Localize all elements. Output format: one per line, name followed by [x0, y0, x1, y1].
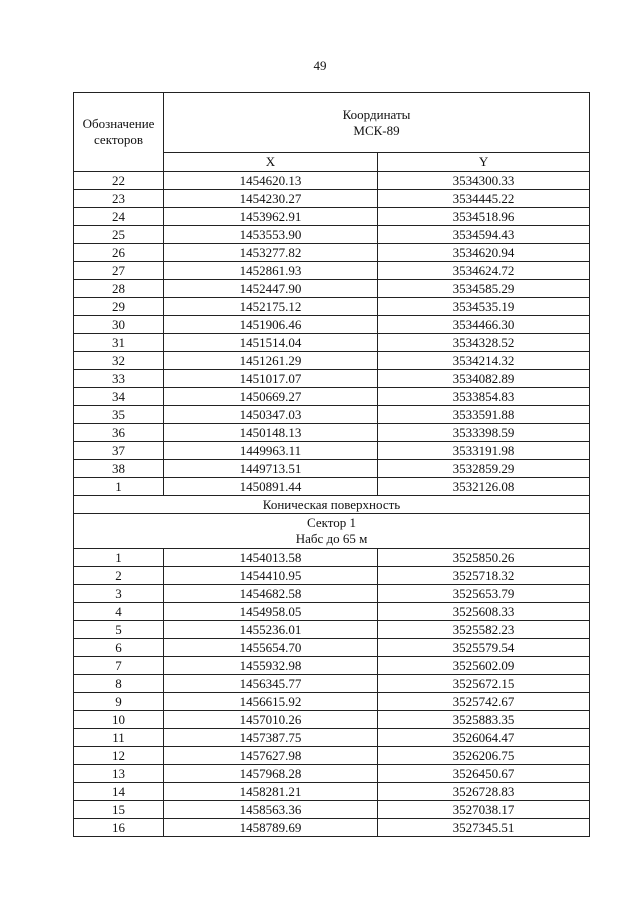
- y-coordinate-cell: 3525579.54: [378, 639, 590, 657]
- y-coordinate-cell: 3533398.59: [378, 424, 590, 442]
- x-coordinate-cell: 1452861.93: [164, 262, 378, 280]
- y-coordinate-cell: 3534082.89: [378, 370, 590, 388]
- table-row: [74, 208, 590, 226]
- sector-id-cell: 1: [74, 549, 164, 567]
- sector-header-line2: секторов: [94, 132, 143, 147]
- x-coordinate-cell: 1457387.75: [164, 729, 378, 747]
- x-coordinate-cell: 1450148.13: [164, 424, 378, 442]
- table-row: [74, 729, 590, 747]
- x-coordinate-cell: 1458789.69: [164, 819, 378, 837]
- table-row: [74, 190, 590, 208]
- y-coordinate-cell: 3534466.30: [378, 316, 590, 334]
- x-coordinate-cell: 1450891.44: [164, 478, 378, 496]
- subsection-sector: Сектор 1: [307, 515, 357, 530]
- coordinates-title: Координаты: [342, 107, 411, 123]
- x-coordinate-cell: 1451017.07: [164, 370, 378, 388]
- table-row: [74, 567, 590, 585]
- x-coordinate-cell: 1452447.90: [164, 280, 378, 298]
- x-coordinate-cell: 1451261.29: [164, 352, 378, 370]
- x-coordinate-cell: 1453277.82: [164, 244, 378, 262]
- y-coordinate-cell: 3525850.26: [378, 549, 590, 567]
- table-row: [74, 621, 590, 639]
- y-coordinate-cell: 3532859.29: [378, 460, 590, 478]
- x-coordinate-cell: 1455654.70: [164, 639, 378, 657]
- y-coordinate-cell: 3532126.08: [378, 478, 590, 496]
- table-body-part2: [74, 549, 590, 837]
- sector-id-cell: 30: [74, 316, 164, 334]
- sector-header-line1: Обозначение: [82, 116, 155, 131]
- x-coordinate-cell: 1452175.12: [164, 298, 378, 316]
- table-section: [74, 496, 590, 549]
- section-row: [74, 496, 590, 514]
- y-coordinate-cell: 3525672.15: [378, 675, 590, 693]
- y-coordinate-cell: 3525608.33: [378, 603, 590, 621]
- y-coordinate-cell: 3534594.43: [378, 226, 590, 244]
- x-coordinate-cell: 1454410.95: [164, 567, 378, 585]
- sector-id-cell: 25: [74, 226, 164, 244]
- x-coordinate-cell: 1454013.58: [164, 549, 378, 567]
- sector-id-cell: 32: [74, 352, 164, 370]
- sector-id-cell: 9: [74, 693, 164, 711]
- y-coordinate-cell: 3534620.94: [378, 244, 590, 262]
- y-coordinate-cell: 3534518.96: [378, 208, 590, 226]
- sector-id-cell: 4: [74, 603, 164, 621]
- sector-id-cell: 11: [74, 729, 164, 747]
- table-row: [74, 244, 590, 262]
- y-coordinate-cell: 3526450.67: [378, 765, 590, 783]
- y-coordinate-cell: 3533854.83: [378, 388, 590, 406]
- y-coordinate-cell: 3526206.75: [378, 747, 590, 765]
- y-coordinate-cell: 3527038.17: [378, 801, 590, 819]
- x-coordinate-cell: 1454620.13: [164, 172, 378, 190]
- y-column-header: Y: [378, 152, 590, 171]
- table-row: [74, 388, 590, 406]
- sector-id-cell: 10: [74, 711, 164, 729]
- x-coordinate-cell: 1450347.03: [164, 406, 378, 424]
- table-row: [74, 226, 590, 244]
- table-row: [74, 424, 590, 442]
- table-row: [74, 585, 590, 603]
- table-row: [74, 693, 590, 711]
- sector-id-cell: 33: [74, 370, 164, 388]
- table-row: [74, 478, 590, 496]
- x-coordinate-cell: 1451514.04: [164, 334, 378, 352]
- x-coordinate-cell: 1458281.21: [164, 783, 378, 801]
- x-coordinate-cell: 1449963.11: [164, 442, 378, 460]
- y-coordinate-cell: 3533191.98: [378, 442, 590, 460]
- table-row: [74, 334, 590, 352]
- y-coordinate-cell: 3534328.52: [378, 334, 590, 352]
- sector-id-cell: 22: [74, 172, 164, 190]
- sector-id-cell: 26: [74, 244, 164, 262]
- table-row: [74, 460, 590, 478]
- sector-id-cell: 38: [74, 460, 164, 478]
- y-coordinate-cell: 3534214.32: [378, 352, 590, 370]
- x-coordinate-cell: 1449713.51: [164, 460, 378, 478]
- sector-id-cell: 14: [74, 783, 164, 801]
- x-column-header: X: [164, 152, 378, 171]
- table-row: [74, 172, 590, 190]
- y-coordinate-cell: 3533591.88: [378, 406, 590, 424]
- x-coordinate-cell: 1451906.46: [164, 316, 378, 334]
- coordinates-table: [73, 92, 590, 837]
- y-coordinate-cell: 3526064.47: [378, 729, 590, 747]
- y-coordinate-cell: 3525582.23: [378, 621, 590, 639]
- x-coordinate-cell: 1454230.27: [164, 190, 378, 208]
- x-coordinate-cell: 1450669.27: [164, 388, 378, 406]
- sector-id-cell: 7: [74, 657, 164, 675]
- x-coordinate-cell: 1457010.26: [164, 711, 378, 729]
- sector-id-cell: 23: [74, 190, 164, 208]
- table-row: [74, 406, 590, 424]
- x-coordinate-cell: 1457627.98: [164, 747, 378, 765]
- y-coordinate-cell: 3525742.67: [378, 693, 590, 711]
- x-coordinate-cell: 1455236.01: [164, 621, 378, 639]
- table-row: [74, 603, 590, 621]
- sector-id-cell: 37: [74, 442, 164, 460]
- coordinates-header: [164, 93, 590, 153]
- sector-id-cell: 35: [74, 406, 164, 424]
- table-row: [74, 262, 590, 280]
- x-coordinate-cell: 1456345.77: [164, 675, 378, 693]
- sector-id-cell: 6: [74, 639, 164, 657]
- sector-id-cell: 15: [74, 801, 164, 819]
- subsection-height: Набс до 65 м: [295, 531, 368, 546]
- table-row: [74, 765, 590, 783]
- x-coordinate-cell: 1454682.58: [164, 585, 378, 603]
- subsection-title: [74, 514, 590, 549]
- x-coordinate-cell: 1456615.92: [164, 693, 378, 711]
- sector-id-cell: 34: [74, 388, 164, 406]
- table-row: [74, 639, 590, 657]
- y-coordinate-cell: 3525653.79: [378, 585, 590, 603]
- y-coordinate-cell: 3526728.83: [378, 783, 590, 801]
- table-row: [74, 280, 590, 298]
- x-coordinate-cell: 1453962.91: [164, 208, 378, 226]
- sector-designation-header: [74, 93, 164, 172]
- table-row: [74, 298, 590, 316]
- y-coordinate-cell: 3534585.29: [378, 280, 590, 298]
- sector-id-cell: 31: [74, 334, 164, 352]
- subsection-row: [74, 514, 590, 549]
- y-coordinate-cell: 3534300.33: [378, 172, 590, 190]
- y-coordinate-cell: 3525718.32: [378, 567, 590, 585]
- x-coordinate-cell: 1458563.36: [164, 801, 378, 819]
- table-row: [74, 675, 590, 693]
- table-row: [74, 783, 590, 801]
- table-row: [74, 747, 590, 765]
- page-number: 49: [313, 58, 327, 73]
- y-coordinate-cell: 3525883.35: [378, 711, 590, 729]
- sector-id-cell: 24: [74, 208, 164, 226]
- x-coordinate-cell: 1457968.28: [164, 765, 378, 783]
- sector-id-cell: 8: [74, 675, 164, 693]
- sector-id-cell: 5: [74, 621, 164, 639]
- sector-id-cell: 28: [74, 280, 164, 298]
- table-row: [74, 711, 590, 729]
- section-title: Коническая поверхность: [74, 496, 590, 514]
- table-row: [74, 657, 590, 675]
- table-row: [74, 801, 590, 819]
- sector-id-cell: 3: [74, 585, 164, 603]
- sector-id-cell: 12: [74, 747, 164, 765]
- table-row: [74, 549, 590, 567]
- y-coordinate-cell: 3525602.09: [378, 657, 590, 675]
- x-coordinate-cell: 1455932.98: [164, 657, 378, 675]
- y-coordinate-cell: 3534535.19: [378, 298, 590, 316]
- y-coordinate-cell: 3527345.51: [378, 819, 590, 837]
- table-row: [74, 819, 590, 837]
- sector-id-cell: 27: [74, 262, 164, 280]
- table-row: [74, 316, 590, 334]
- sector-id-cell: 29: [74, 298, 164, 316]
- y-coordinate-cell: 3534624.72: [378, 262, 590, 280]
- table-body-part1: [74, 172, 590, 496]
- y-coordinate-cell: 3534445.22: [378, 190, 590, 208]
- sector-id-cell: 2: [74, 567, 164, 585]
- sector-id-cell: 16: [74, 819, 164, 837]
- table-row: [74, 352, 590, 370]
- sector-id-cell: 13: [74, 765, 164, 783]
- sector-id-cell: 36: [74, 424, 164, 442]
- x-coordinate-cell: 1453553.90: [164, 226, 378, 244]
- coordinate-system: МСК-89: [353, 123, 400, 139]
- sector-id-cell: 1: [74, 478, 164, 496]
- table-row: [74, 442, 590, 460]
- x-coordinate-cell: 1454958.05: [164, 603, 378, 621]
- table-row: [74, 370, 590, 388]
